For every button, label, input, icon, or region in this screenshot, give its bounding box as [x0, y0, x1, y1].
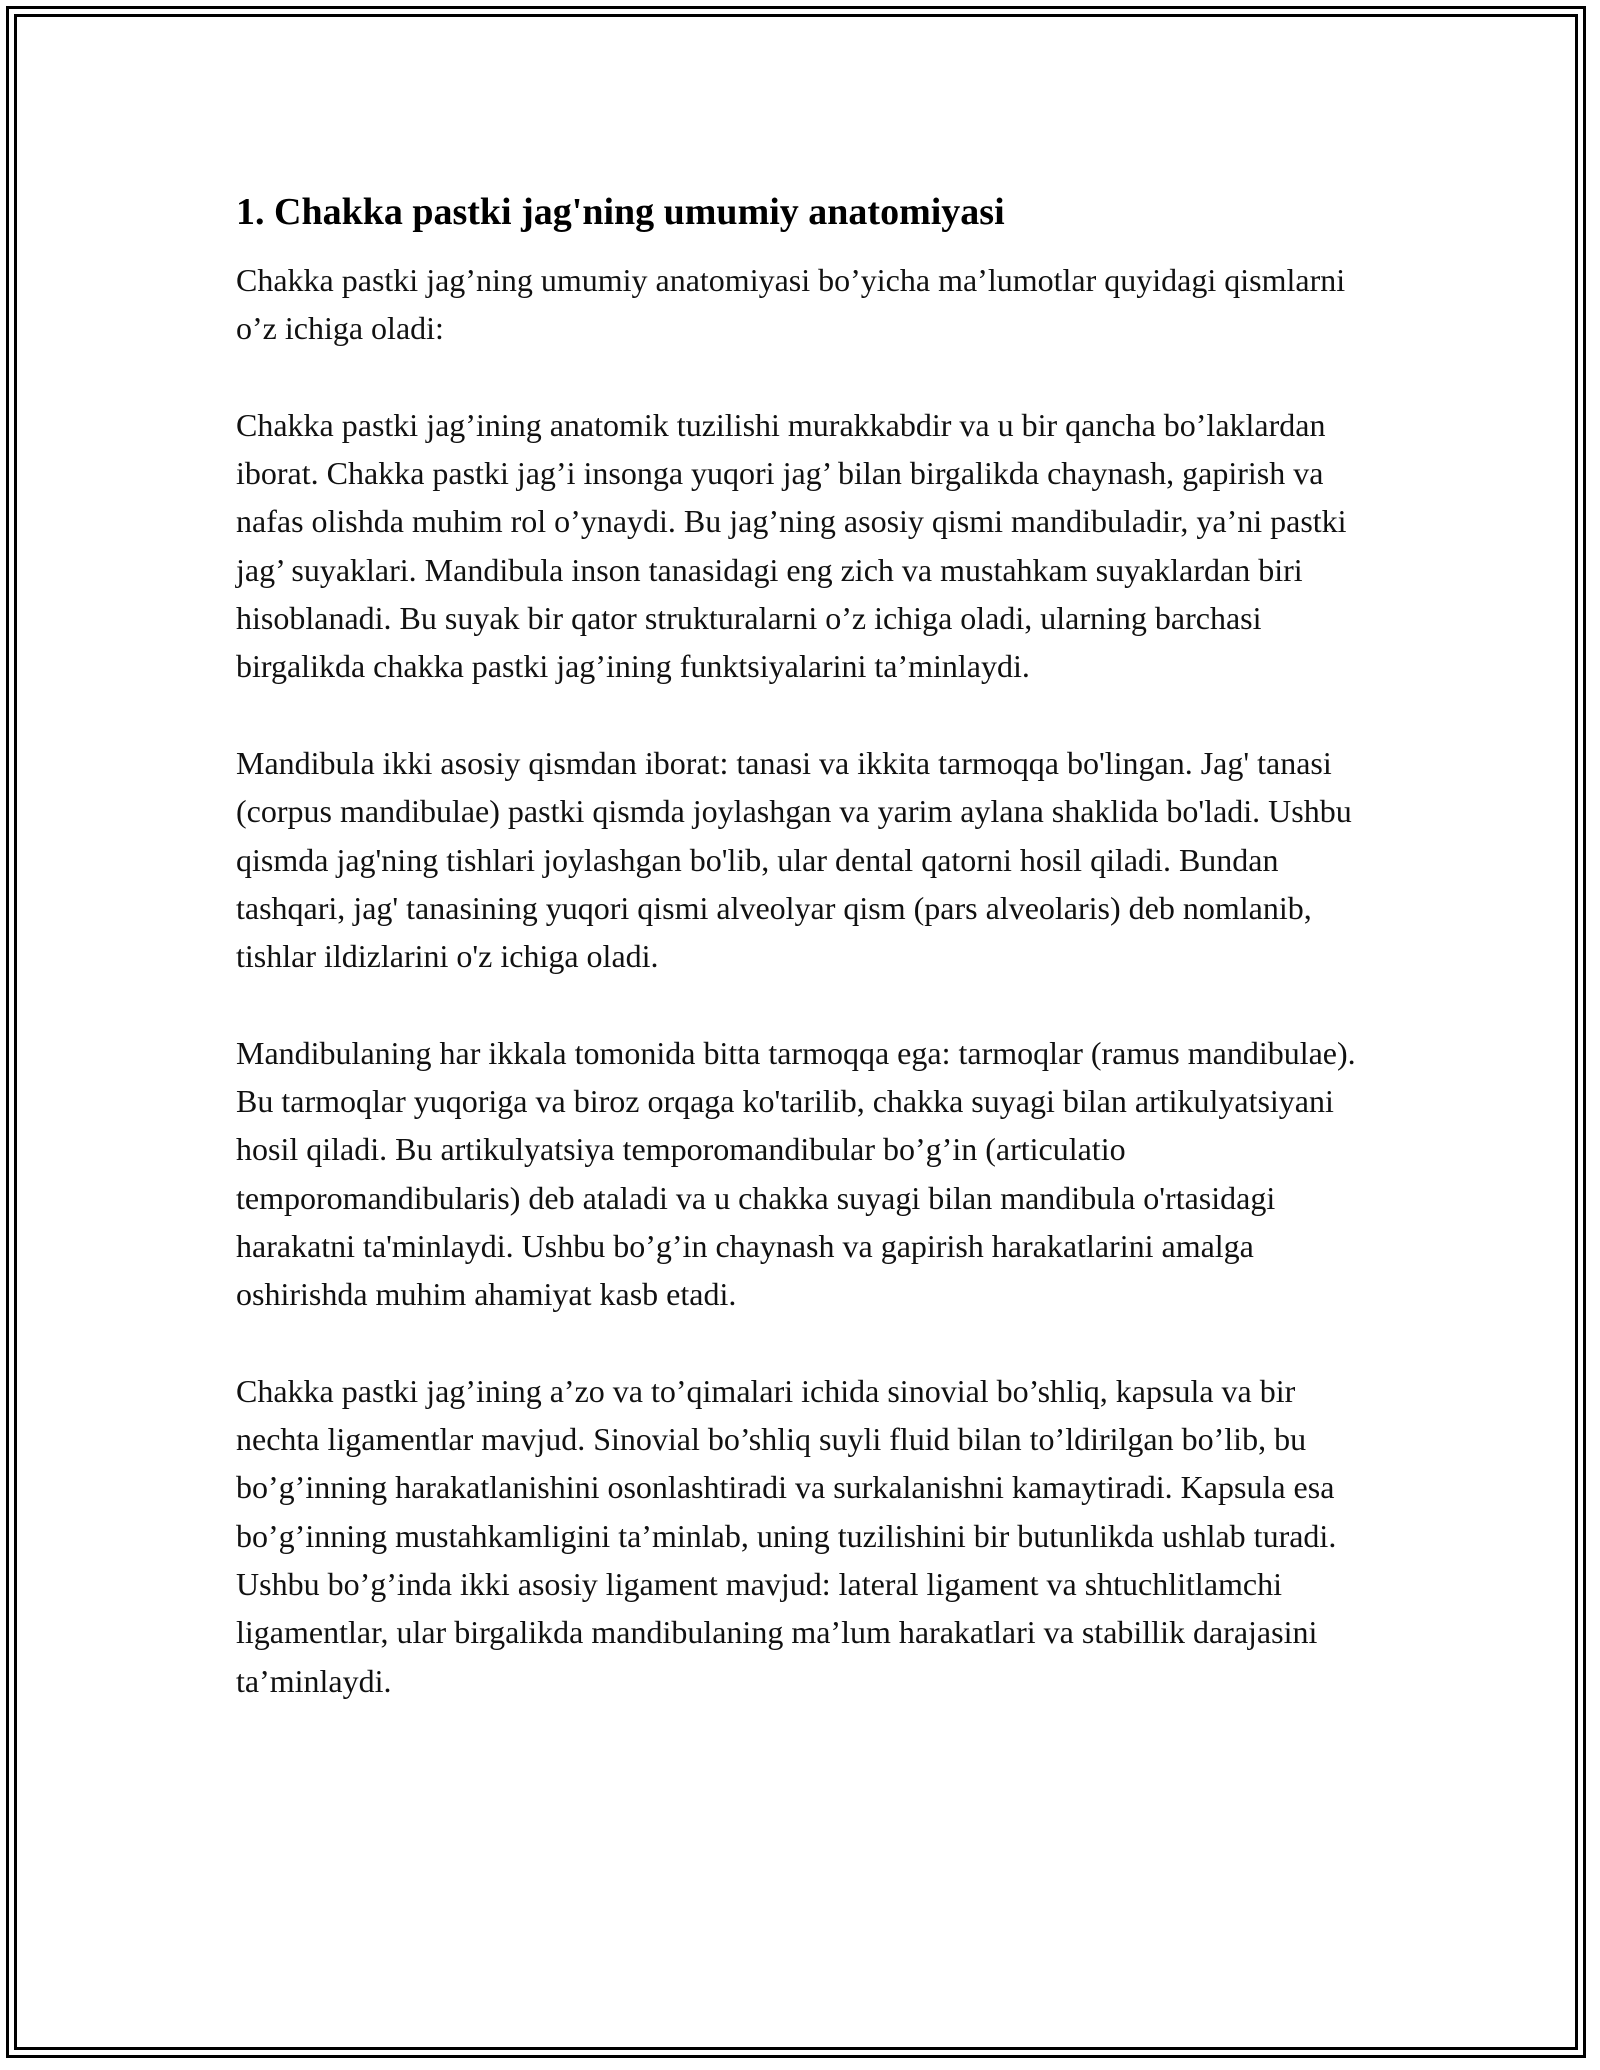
paragraph-mandible-body: Mandibula ikki asosiy qismdan iborat: tanasi va ikkita tarmoqqa bo'lingan. Jag' tanasi (corpus mandibulae) pastki qismda joylashgan va yarim aylana shaklida bo'ladi. Ushbu qismda jag'ning tishlari joylashgan bo'lib, ular dental qatorni hosil qiladi. Bundan tashqari, jag' tanasining yuqori qismi alveolyar qism (pars alveolaris) deb nomlanib, tishlar ildizlarini o'z ichiga oladi. — [236, 744, 1352, 975]
section-heading: 1. Chakka pastki jag'ning umumiy anatomiyasi — [236, 191, 1005, 233]
paragraph-anatomy-overview: Chakka pastki jag’ining anatomik tuzilishi murakkabdir va u bir qancha bo’laklardan iborat. Chakka pastki jag’i insonga yuqori jag’ bilan birgalikda chaynash, gapirish va nafas olishda muhim rol o’ynaydi. Bu jag’ning asosiy qismi mandibuladir, ya’ni pastki jag’ suyaklari. Mandibula inson tanasidagi eng zich va mustahkam suyaklardan biri hisoblanadi. Bu suyak bir qator strukturalarni o’z ichiga oladi, ularning barchasi birgalikda chakka pastki jag’ining funktsiyalarini ta’minlaydi. — [236, 406, 1347, 685]
document-body — [236, 188, 1372, 1753]
paragraph-mandible-ramus: Mandibulaning har ikkala tomonida bitta tarmoqqa ega: tarmoqlar (ramus mandibulae). Bu tarmoqlar yuqoriga va biroz orqaga ko'tarilib, chakka suyagi bilan artikulyatsiyani hosil qiladi. Bu artikulyatsiya temporomandibular bo’g’in (articulatio temporomandibularis) deb ataladi va u chakka suyagi bilan mandibula o'rtasidagi harakatni ta'minlaydi. Ushbu bo’g’in chaynash va gapirish harakatlarini amalga oshirishda muhim ahamiyat kasb etadi. — [236, 1034, 1356, 1313]
paragraph-intro: Chakka pastki jag’ning umumiy anatomiyasi bo’yicha ma’lumotlar quyidagi qismlarni o’z ichiga oladi: — [236, 262, 1346, 347]
paragraph-joint-structures: Chakka pastki jag’ining a’zo va to’qimalari ichida sinovial bo’shliq, kapsula va bir nechta ligamentlar mavjud. Sinovial bo’shliq suyli fluid bilan to’ldirilgan bo’lib, bu bo’g’inning harakatlanishini osonlashtiradi va surkalanishni kamaytiradi. Kapsula esa bo’g’inning mustahkamligini ta’minlab, uning tuzilishini bir butunlikda ushlab turadi. Ushbu bo’g’inda ikki asosiy ligament mavjud: lateral ligament va shtuchlitlamchi ligamentlar, ular birgalikda mandibulaning ma’lum harakatlari va stabillik darajasini ta’minlaydi. — [236, 1372, 1337, 1699]
